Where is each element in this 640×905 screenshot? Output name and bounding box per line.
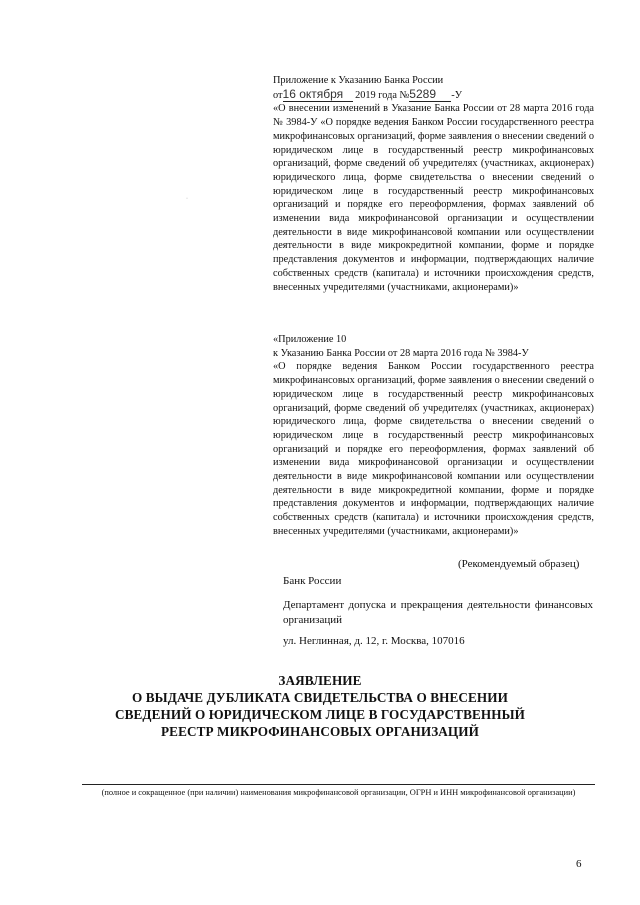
applicant-name-field-line: [82, 784, 595, 785]
appendix-block: [273, 333, 594, 539]
sample-note: (Рекомендуемый образец): [458, 558, 580, 570]
document-title-line3: СВЕДЕНИЙ О ЮРИДИЧЕСКОМ ЛИЦЕ В ГОСУДАРСТВЕННЫЙ: [115, 707, 525, 722]
header-date-line: от16 октября 2019 года №5289 -У: [273, 86, 463, 101]
appendix-title: «Приложение 10: [273, 334, 347, 345]
handwritten-date: 16 октября: [283, 88, 353, 103]
addressee-department: Департамент допуска и прекращения деятельности финансовых организаций: [283, 599, 593, 626]
header-block: [273, 74, 594, 294]
document-title-line4: РЕЕСТР МИКРОФИНАНСОВЫХ ОРГАНИЗАЦИЙ: [161, 724, 479, 739]
appendix-reference: к Указанию Банка России от 28 марта 2016 года № 3984-У: [273, 347, 529, 359]
applicant-name-field-caption: (полное и сокращенное (при наличии) наименования микрофинансовой организации, ОГРН и ИНН микрофинансовой организации): [101, 788, 576, 797]
handwritten-number: 5289: [409, 88, 451, 103]
document-title-line1: ЗАЯВЛЕНИЕ: [278, 673, 362, 688]
addressee-bank: Банк России: [283, 575, 342, 587]
header-preamble: «О внесении изменений в Указание Банка России от 28 марта 2016 года № 3984-У «О порядке ведения Банком России государственного реестра микрофинансовых организаций, форме заявления о внесении сведений о юридическом лице в государственный реестр микрофинансовых организаций, форме сведений об учредителях (участниках, акционерах) юридического лица, форме свидетельства о внесении сведений о юридическом лице в государственный реестр микрофинансовых организаций и порядке его переоформления, формах заявлений об изменении вида микрофинансовой организации и осуществлении деятельности в виде микрофинансовой компании или осуществлении деятельности в виде микрокредитной компании, форме и порядке представления документов и информации, подтверждающих наличие собственных средств (капитала) и источники происхождения средств, внесенных учредителями (участниками, акционерами)»: [273, 103, 594, 293]
document-title-line2: О ВЫДАЧЕ ДУБЛИКАТА СВИДЕТЕЛЬСТВА О ВНЕСЕНИИ: [132, 690, 508, 705]
header-title: Приложение к Указанию Банка России: [273, 75, 444, 86]
appendix-text: «О порядке ведения Банком России государственного реестра микрофинансовых организаций, форме заявления о внесении сведений о юридическом лице в государственный реестр микрофинансовых организаций, форме сведений об учредителях (участниках, акционерах) юридического лица, форме свидетельства о внесении сведений о юридическом лице в государственный реестр микрофинансовых организаций и порядке его переоформления, формах заявлений об изменении вида микрофинансовой организации и осуществлении деятельности в виде микрофинансовой компании или осуществлении деятельности в виде микрокредитной компании, форме и порядке представления документов и информации, подтверждающих наличие собственных средств (капитала) и источники происхождения средств, внесенных учредителями (участниками, акционерами)»: [273, 361, 594, 537]
scan-mark: ·: [186, 196, 188, 202]
page-number: 6: [576, 858, 582, 870]
addressee-address: ул. Неглинная, д. 12, г. Москва, 107016: [283, 635, 465, 647]
